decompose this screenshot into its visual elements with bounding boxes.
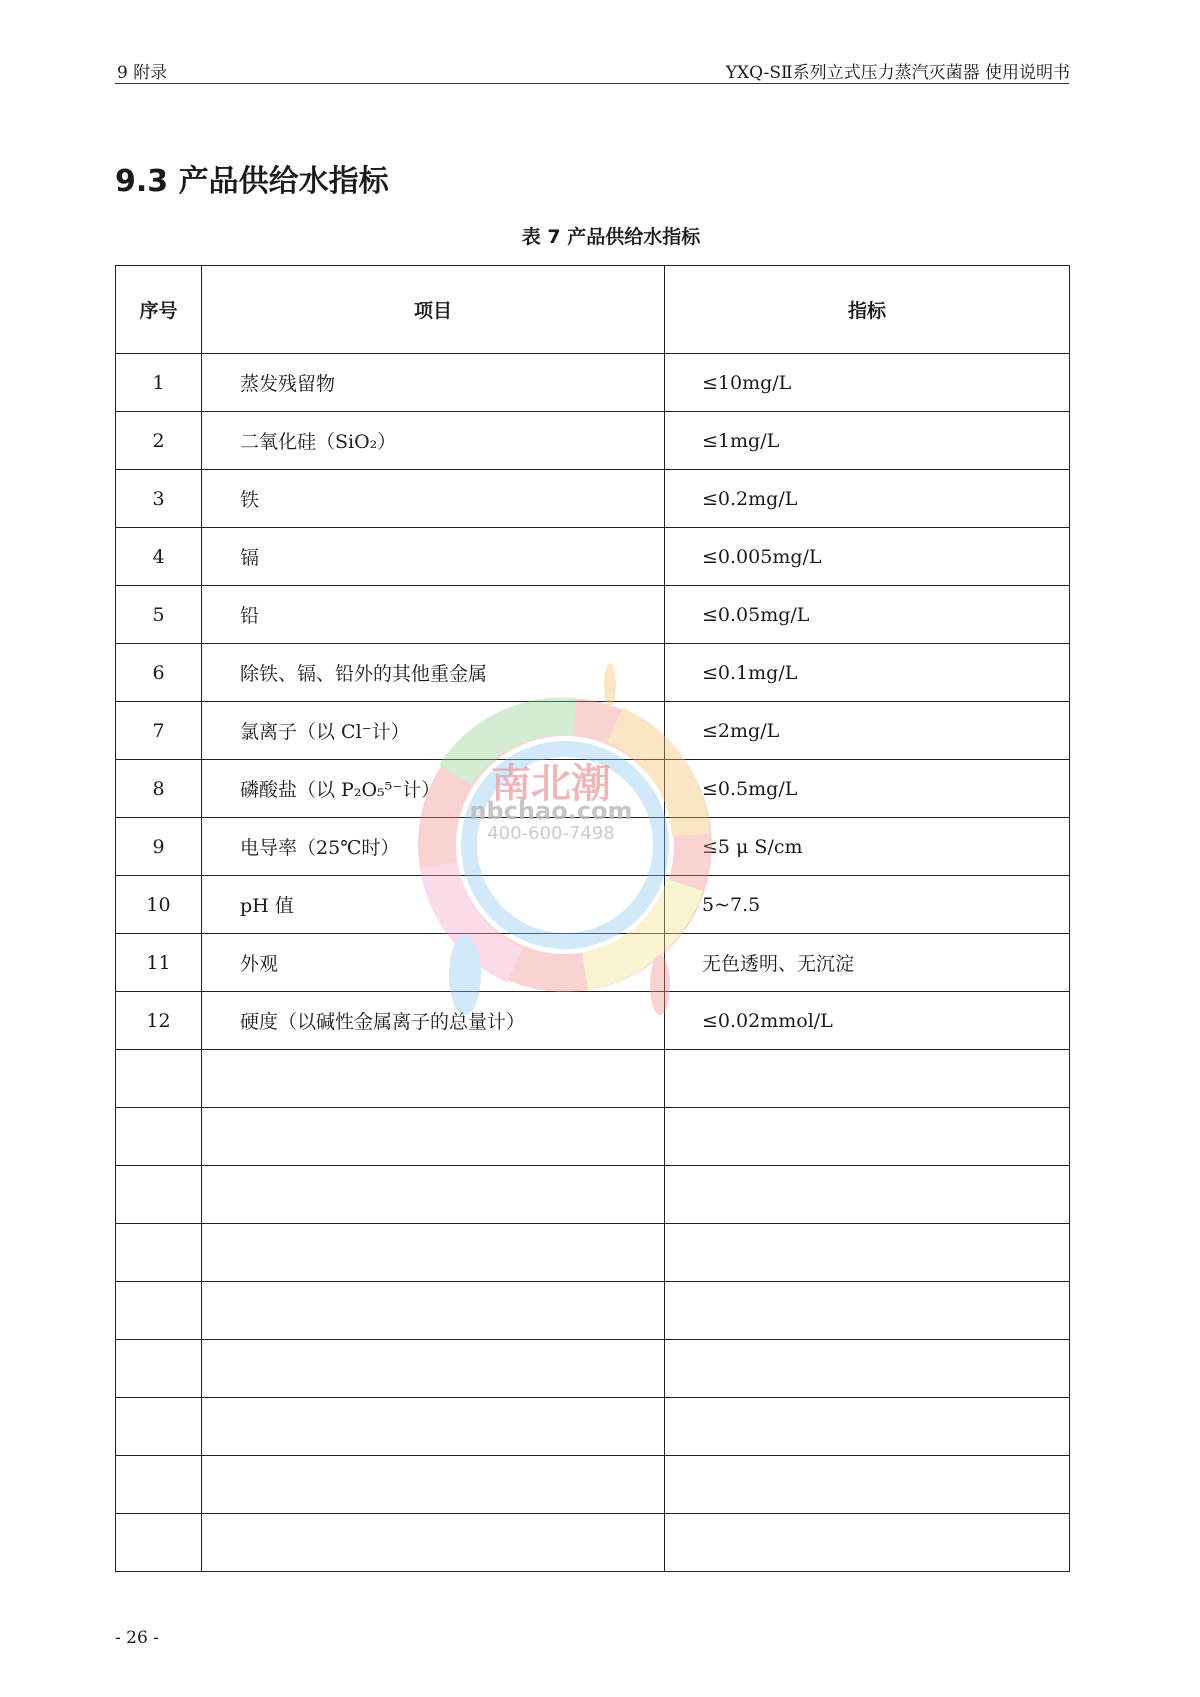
row-indicator: ≤0.5mg/L — [665, 760, 1070, 818]
table-row — [116, 992, 1070, 1050]
empty-table-row — [116, 1166, 1070, 1224]
row-item: 镉 — [202, 528, 665, 586]
row-item: 外观 — [202, 934, 665, 992]
row-item: pH 值 — [202, 876, 665, 934]
empty-table-row — [116, 1514, 1070, 1572]
row-indicator: 无色透明、无沉淀 — [665, 934, 1070, 992]
table-header-row — [116, 266, 1070, 354]
row-no: 3 — [116, 470, 202, 528]
row-item: 除铁、镉、铅外的其他重金属 — [202, 644, 665, 702]
table-caption: 表 7 产品供给水指标 — [521, 226, 701, 248]
empty-table-row — [116, 1108, 1070, 1166]
table-row — [116, 644, 1070, 702]
row-indicator: ≤10mg/L — [665, 354, 1070, 412]
empty-table-row — [116, 1398, 1070, 1456]
row-no: 10 — [116, 876, 202, 934]
header-document-title: YXQ-SⅡ系列立式压力蒸汽灭菌器 使用说明书 — [725, 63, 1070, 83]
row-indicator: 5~7.5 — [665, 876, 1070, 934]
table-row — [116, 876, 1070, 934]
row-item: 电导率（25℃时） — [202, 818, 665, 876]
row-no: 8 — [116, 760, 202, 818]
empty-table-row — [116, 1224, 1070, 1282]
table-row — [116, 760, 1070, 818]
table-row — [116, 412, 1070, 470]
row-indicator: ≤2mg/L — [665, 702, 1070, 760]
section-title: 9.3 产品供给水指标 — [115, 164, 389, 199]
row-indicator: ≤0.1mg/L — [665, 644, 1070, 702]
row-no: 9 — [116, 818, 202, 876]
row-item: 铅 — [202, 586, 665, 644]
row-indicator: ≤0.005mg/L — [665, 528, 1070, 586]
row-item: 硬度（以碱性金属离子的总量计） — [202, 992, 665, 1050]
watermark-brand: 南北潮 — [491, 760, 611, 807]
row-indicator: ≤0.2mg/L — [665, 470, 1070, 528]
row-indicator: ≤0.02mmol/L — [665, 992, 1070, 1050]
row-item: 铁 — [202, 470, 665, 528]
column-header-item: 项目 — [202, 266, 665, 354]
water-spec-table — [115, 265, 1070, 1572]
table-row — [116, 470, 1070, 528]
row-item: 蒸发残留物 — [202, 354, 665, 412]
empty-table-row — [116, 1050, 1070, 1108]
row-no: 4 — [116, 528, 202, 586]
table-row — [116, 528, 1070, 586]
row-no: 1 — [116, 354, 202, 412]
empty-table-row — [116, 1456, 1070, 1514]
row-indicator: ≤0.05mg/L — [665, 586, 1070, 644]
empty-table-row — [116, 1282, 1070, 1340]
watermark-phone: 400-600-7498 — [487, 823, 615, 844]
table-row — [116, 586, 1070, 644]
row-no: 12 — [116, 992, 202, 1050]
row-no: 6 — [116, 644, 202, 702]
row-item: 二氧化硅（SiO₂） — [202, 412, 665, 470]
row-indicator: ≤1mg/L — [665, 412, 1070, 470]
table-row — [116, 354, 1070, 412]
table-row — [116, 702, 1070, 760]
row-no: 7 — [116, 702, 202, 760]
row-indicator: ≤5 μ S/cm — [665, 818, 1070, 876]
column-header-indicator: 指标 — [665, 266, 1070, 354]
row-item: 磷酸盐（以 P₂O₅⁵⁻计） — [202, 760, 665, 818]
table-row — [116, 934, 1070, 992]
watermark-site: nbchao.com — [469, 797, 633, 825]
table-row — [116, 818, 1070, 876]
page-number: - 26 - — [115, 1628, 159, 1648]
empty-table-row — [116, 1340, 1070, 1398]
column-header-no: 序号 — [116, 266, 202, 354]
row-no: 2 — [116, 412, 202, 470]
header-chapter: 9 附录 — [117, 63, 168, 83]
row-no: 11 — [116, 934, 202, 992]
row-item: 氯离子（以 Cl⁻计） — [202, 702, 665, 760]
row-no: 5 — [116, 586, 202, 644]
header-divider — [115, 83, 1069, 84]
